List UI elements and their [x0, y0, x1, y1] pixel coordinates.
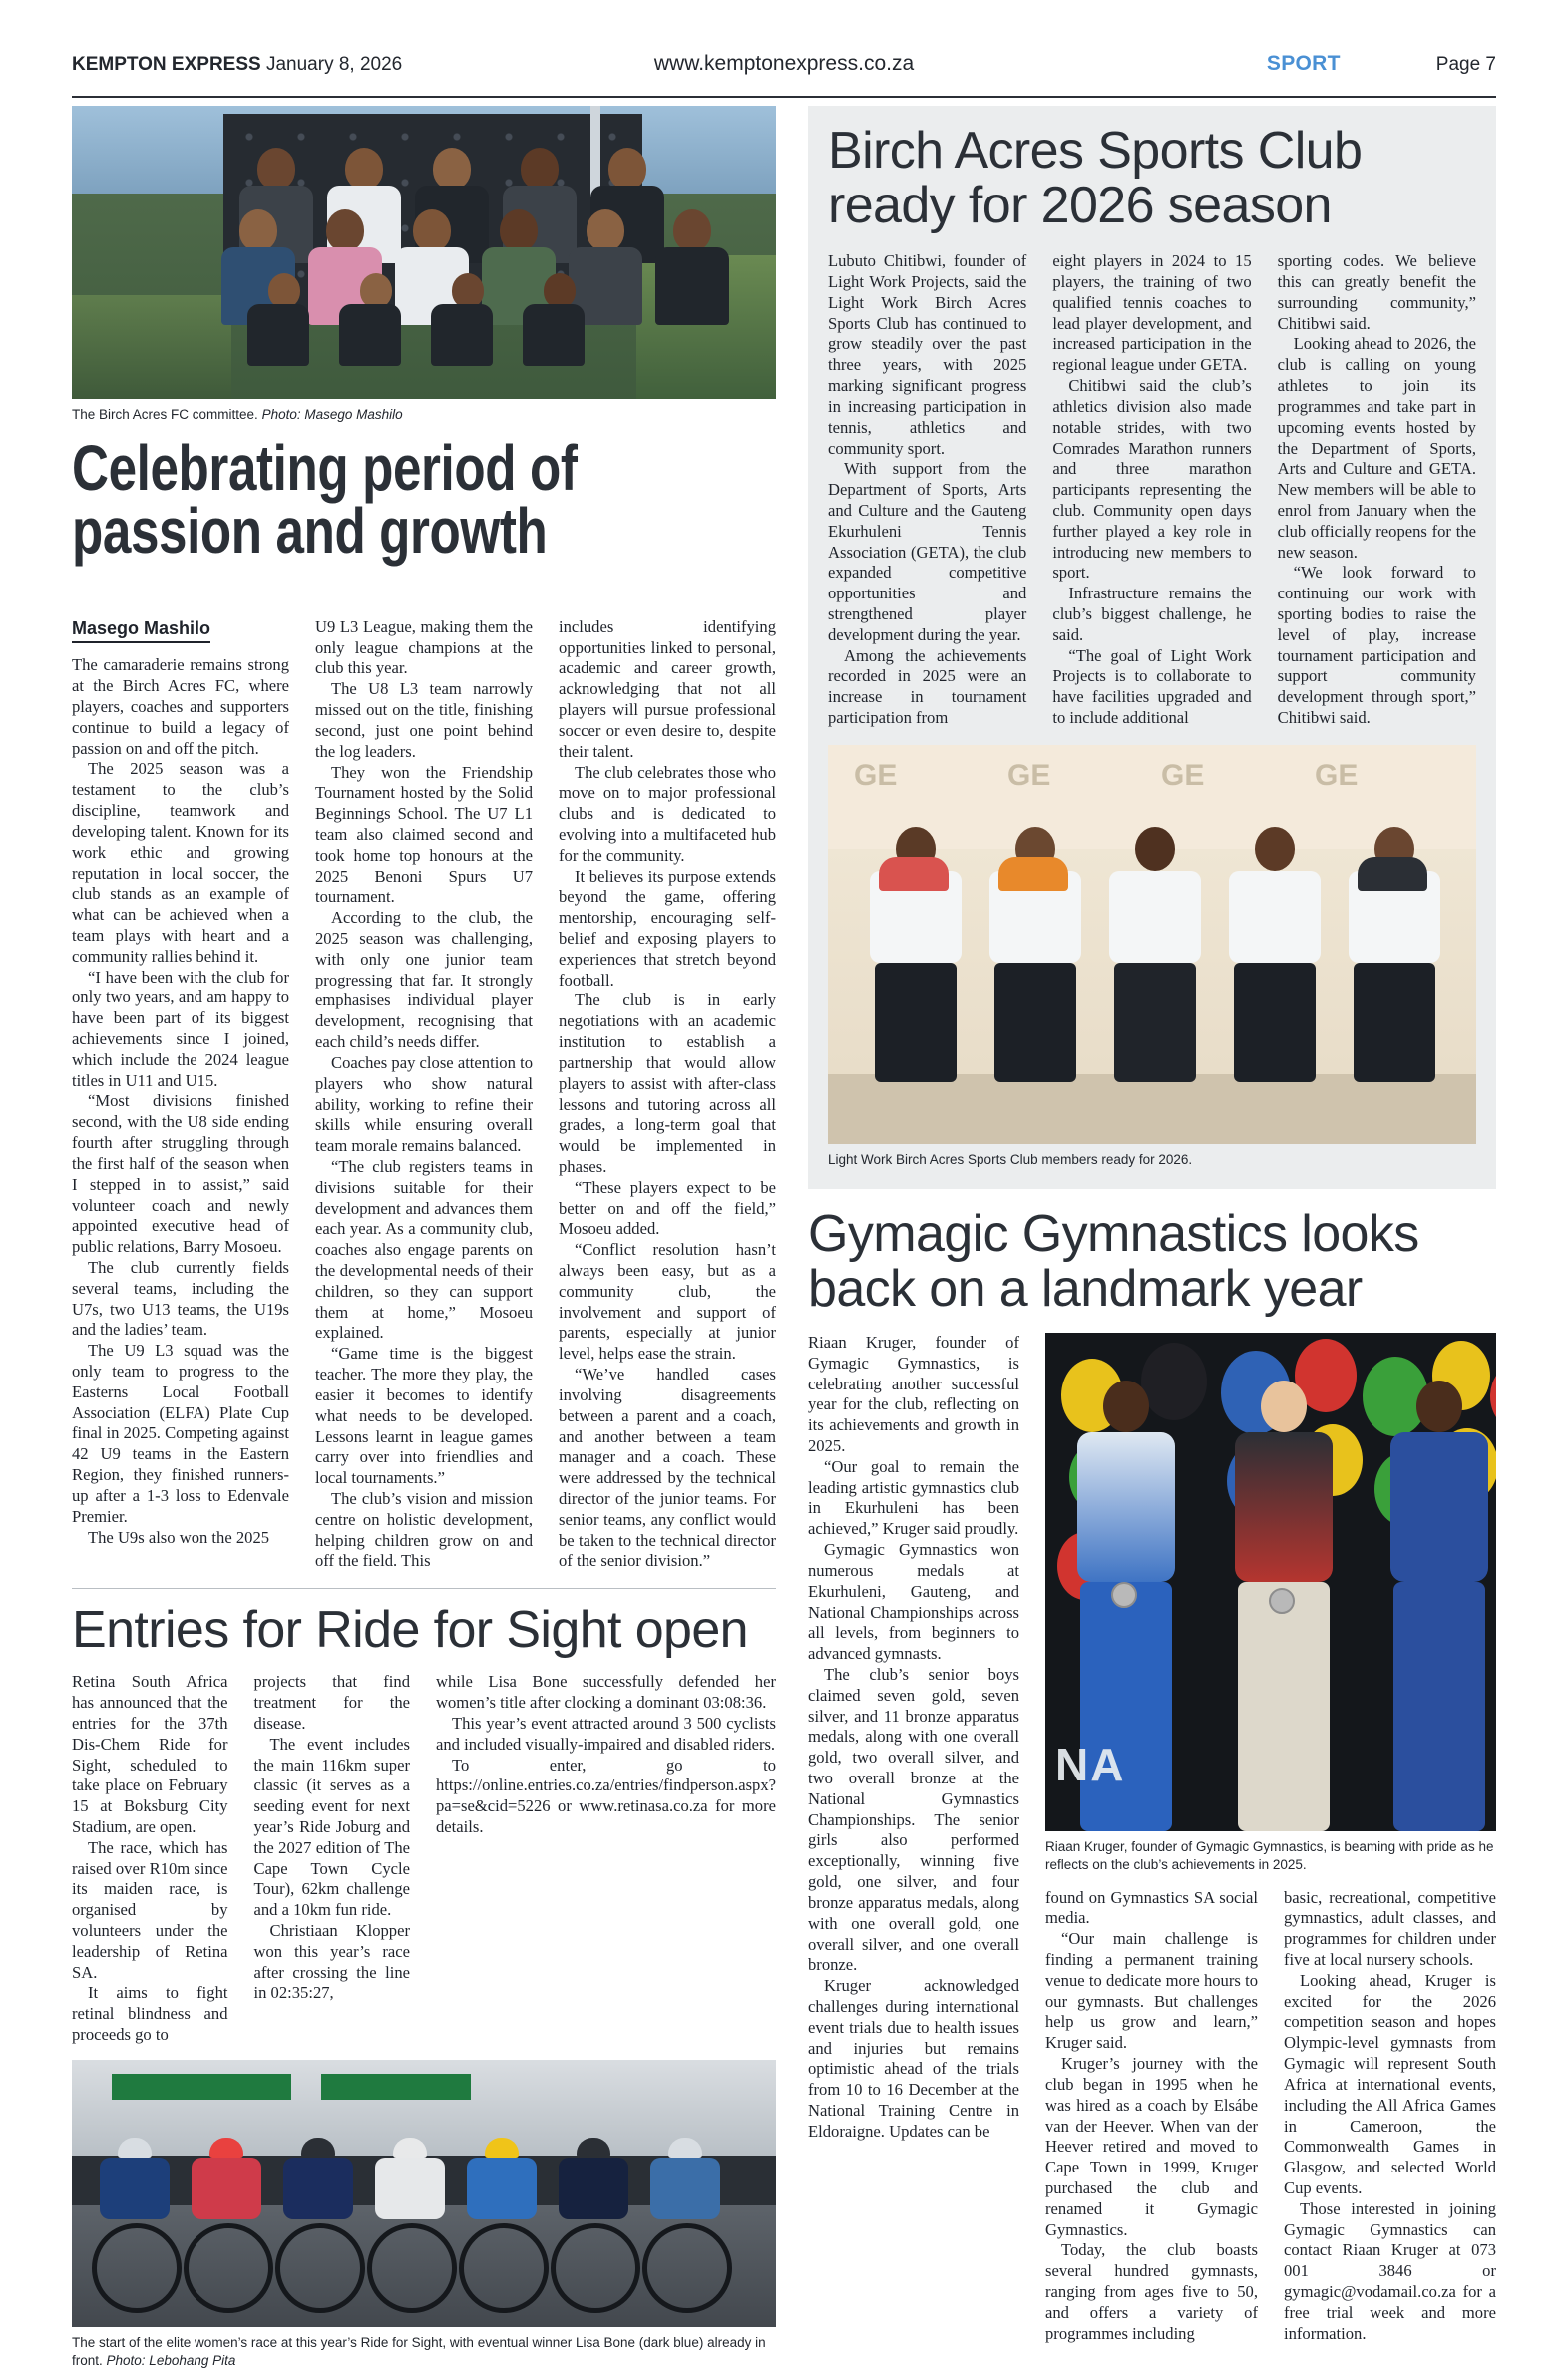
issue-date: January 8, 2026	[265, 54, 403, 75]
paragraph: The camaraderie remains strong at the Birch Acres FC, where players, coaches and supporters continue to build a legacy of passion on and off the pitch.	[72, 655, 289, 758]
paragraph: With support from the Department of Sports, Arts and Culture and the Gauteng Ekurhuleni Tennis Association (GETA), the club expanded competitive opportunities and strengthened player development during the year.	[828, 459, 1027, 644]
paragraph: The race, which has raised over R10m since its maiden race, is organised by volunteers under the leadership of Retina SA.	[72, 1837, 228, 1982]
paragraph: Looking ahead, Kruger is excited for the 2026 competition season and hopes Olympic-level gymnasts from Gymagic will represent South Africa at international events, including the All Africa Games in Cameroon, the Commonwealth Games in Glasgow, and selected World Cup events.	[1284, 1970, 1496, 2197]
paragraph: Lubuto Chitibwi, founder of Light Work Projects, said the Light Work Birch Acres Sports Club has continued to grow steadily over the past three years, with 2025 marking significant progress in increasing participation in tennis, athletics and community sport.	[828, 251, 1027, 458]
lead-photo-caption	[72, 406, 776, 424]
gymagic-headline	[808, 1204, 1496, 1318]
paragraph: includes identifying opportunities linked to personal, academic and career growth, acknowledging that not all players will pursue professional soccer or even desire to, despite their talent.	[559, 616, 776, 761]
birch-body-col-3	[1278, 251, 1476, 729]
paragraph: To enter, go to https://online.entries.co.za/entries/findperson.aspx?pa=se&cid=5226 or www.retinasa.co.za for more details.	[436, 1755, 776, 1836]
ride-body-columns	[72, 1672, 776, 2046]
paragraph: “Game time is the biggest teacher. The more they play, the easier it becomes to identify what needs to be developed. Lessons learnt in league games carry over into friendlies and local tournaments.”	[315, 1344, 533, 1488]
paragraph: “I have been with the club for only two years, and am happy to have been part of its biggest achievements since I joined, which include the 2024 league titles in U11 and U15.	[72, 967, 289, 1090]
paragraph: Infrastructure remains the club’s biggest challenge, he said.	[1052, 584, 1252, 644]
byline: Masego Mashilo	[72, 617, 210, 644]
paragraph: “The club registers teams in divisions suitable for their development and advances them each year. As a community club, coaches also engage parents on the developmental needs of their children, so they can support them at home,” Mosoeu explained.	[315, 1156, 533, 1343]
right-column-group	[808, 106, 1496, 2344]
photo-credit: Photo: Lebohang Pita	[106, 2352, 236, 2368]
paragraph: Chitibwi said the club’s athletics division also made notable strides, with two Comrades Marathon runners and three marathon participants representing the club. Community open days further played a key role in introducing new members to sport.	[1052, 376, 1252, 583]
caption-text: The Birch Acres FC committee.	[72, 407, 258, 422]
paragraph: while Lisa Bone successfully defended her women’s title after clocking a dominant 03:08:36.	[436, 1672, 776, 1713]
section-label: SPORT	[1266, 52, 1341, 75]
paragraph: The 2025 season was a testament to the club’s discipline, teamwork and developing talent. Known for its work ethic and growing reputation in local soccer, the club stands as an example of what can be achieved when a team plays with heart and a community rallies behind it.	[72, 759, 289, 966]
publication-name: KEMPTON EXPRESS	[72, 54, 261, 75]
paragraph: Riaan Kruger, founder of Gymagic Gymnastics, is celebrating another successful year for the club, reflecting on its achievements and growth in 2025.	[808, 1332, 1019, 1455]
birch-headline	[828, 124, 1476, 233]
lead-photo-birch-acres-committee	[72, 106, 776, 399]
lead-headline-line1: Celebrating period of	[72, 431, 578, 504]
paragraph: Gymagic Gymnastics won numerous medals at Ekurhuleni, Gauteng, and National Championships across all levels, from beginners to advanced gymnasts.	[808, 1540, 1019, 1664]
paragraph: U9 L3 League, making them the only league champions at the club this year.	[315, 616, 533, 678]
birch-body-columns	[828, 251, 1476, 729]
paragraph: Coaches pay close attention to players who show natural ability, working to refine their skills while ensuring overall team morale remains balanced.	[315, 1052, 533, 1156]
birch-body-col-1	[828, 251, 1026, 729]
gymagic-photo-gymnasts	[1045, 1333, 1496, 1831]
paragraph: The U9 L3 squad was the only team to progress to the Easterns Local Football Association (ELFA) Plate Cup final in 2025. Competing against 42 U9 teams in the Eastern Region, they finished runners-up after a 1-3 loss to Edenvale Premier.	[72, 1341, 289, 1526]
lead-headline-line2: passion and growth	[72, 495, 548, 568]
paragraph: “Our main challenge is finding a permanent training venue to dedicate more hours to our gymnasts. But challenges help us grow and learn,” Kruger said.	[1045, 1929, 1258, 2053]
masthead-rule	[72, 96, 1496, 98]
ride-body-col-2	[254, 1672, 411, 2046]
paragraph: The club celebrates those who move on to major professional clubs and is dedicated to evolving into a multifaceted hub for the community.	[559, 762, 776, 865]
paragraph: The U8 L3 team narrowly missed out on the title, finishing second, just one point behind the log leaders.	[315, 679, 533, 761]
paragraph: “These players expect to be better on and off the field,” Mosoeu added.	[559, 1177, 776, 1239]
caption-text: The start of the elite women’s race at this year’s Ride for Sight, with eventual winner Lisa Bone (dark blue) already in front.	[72, 2334, 766, 2368]
birch-acres-story	[808, 106, 1496, 1189]
paragraph: Kruger’s journey with the club began in 1995 when he was hired as a coach by Elsábe van der Heever. When van der Heever retired and moved to Cape Town in 1999, Kruger purchased the club and renamed it Gymagic Gymnastics.	[1045, 2054, 1258, 2239]
left-column-group	[72, 106, 776, 2370]
paragraph: Today, the club boasts several hundred gymnasts, ranging from ages five to 50, and offers a variety of programmes including	[1045, 2240, 1258, 2343]
paragraph: “Our goal to remain the leading artistic gymnastics club in Ekurhuleni has been achieved,” Kruger said proudly.	[808, 1456, 1019, 1539]
paragraph: The U9s also won the 2025	[88, 1527, 270, 1547]
birch-headline-line1: Birch Acres Sports Club	[828, 122, 1363, 180]
paragraph: “We’ve handled cases involving disagreements between a parent and a coach, and another between a team manager and a coach. These were addressed by the technical director of the junior teams. For senior teams, any conflict would be taken to the technical director of the senior division.”	[559, 1365, 776, 1571]
masthead-left	[72, 54, 402, 76]
gymagic-body-col-1	[808, 1333, 1019, 2345]
gymagic-story	[808, 1204, 1496, 2345]
lead-headline	[72, 431, 776, 568]
ride-for-sight-story	[72, 1588, 776, 2369]
paragraph: projects that find treatment for the disease.	[253, 1672, 410, 1733]
birch-photo-tennis-members: GE GE GE GE	[828, 745, 1476, 1144]
birch-photo-caption: Light Work Birch Acres Sports Club members ready for 2026.	[828, 1151, 1193, 1167]
gymagic-body-col-2	[1045, 1888, 1258, 2345]
website-url[interactable]: www.kemptonexpress.co.za	[653, 52, 915, 75]
birch-body-col-2	[1052, 251, 1251, 729]
paragraph: eight players in 2024 to 15 players, the training of two qualified tennis coaches to lead player development, and increased participation in the regional league under GETA.	[1052, 251, 1252, 375]
backdrop-logo-text: NA	[1055, 1738, 1126, 1790]
lead-body-col-1	[72, 617, 289, 1572]
paragraph: It believes its purpose extends beyond the game, offering mentorship, encouraging self-belief and exposing players to experiences that stretch beyond football.	[559, 866, 776, 989]
page-number: Page 7	[1435, 54, 1496, 75]
paragraph: “Most divisions finished second, with the U8 side ending fourth after struggling through the first half of the season when I stepped in to assist,” said volunteer coach and newly appointed executive head of public relations, Barry Mosoeu.	[72, 1091, 289, 1257]
paragraph: This year’s event attracted around 3 500 cyclists and included visually-impaired and disabled riders.	[436, 1713, 776, 1754]
paragraph: Among the achievements recorded in 2025 were an increase in tournament participation from	[828, 645, 1027, 728]
paragraph: “The goal of Light Work Projects is to collaborate to have facilities upgraded and to include additional	[1052, 645, 1252, 728]
paragraph: The club is in early negotiations with an academic institution to establish a partnership that would allow players to assist with after-class lessons and tutoring across all grades, a long-term goal that would be implemented in phases.	[559, 990, 776, 1176]
gymagic-photo-caption: Riaan Kruger, founder of Gymagic Gymnastics, is beaming with pride as he reflects on the club’s achievements in 2025.	[1045, 1838, 1494, 1872]
ride-photo-cyclists	[72, 2060, 776, 2327]
photo-credit: Photo: Masego Mashilo	[261, 407, 403, 422]
masthead-right	[1267, 52, 1496, 76]
masthead	[72, 0, 1496, 86]
paragraph: They won the Friendship Tournament hosted by the Solid Beginnings School. The U7 L1 team also claimed second and took home top honours at the 2025 Benoni Spurs U7 tournament.	[315, 762, 533, 907]
birch-headline-line2: ready for 2026 season	[828, 177, 1332, 235]
gymagic-headline-line2: back on a landmark year	[808, 1259, 1363, 1318]
gymagic-body-col-3	[1284, 1888, 1496, 2345]
paragraph: sporting codes. We believe this can greatly benefit the surrounding community,” Chitibwi said.	[1277, 251, 1476, 333]
paragraph: Looking ahead to 2026, the club is calling on young athletes to join its programmes and take part in upcoming events hosted by the Department of Sports, Arts and Culture and GETA. New members will be able to enrol from January when the club officially reopens for the new season.	[1277, 334, 1476, 562]
paragraph: Retina South Africa has announced that the entries for the 37th Dis-Chem Ride for Sight, scheduled to take place on February 15 at Boksburg City Stadium, are open.	[72, 1672, 228, 1836]
paragraph: It aims to fight retinal blindness and proceeds go to	[72, 1983, 228, 2045]
paragraph: The club currently fields several teams, including the U7s, two U13 teams, the U19s and the ladies’ team.	[72, 1257, 289, 1340]
paragraph: According to the club, the 2025 season was challenging, with only one junior team progressing that far. It strongly emphasises individual player development, recognising that each child’s needs differ.	[315, 908, 533, 1052]
ride-photo-caption	[72, 2334, 776, 2370]
paragraph: “We look forward to continuing our work with sporting bodies to raise the level of play, increase tournament participation and support community development through sport,” Chitibwi said.	[1277, 563, 1476, 728]
lead-body-col-3	[559, 617, 776, 1572]
lead-body-columns	[72, 617, 776, 1572]
gymagic-lower-columns	[1045, 1888, 1496, 2345]
paragraph: Those interested in joining Gymagic Gymnastics can contact Riaan Kruger at 073 001 3846 or gymagic@vodamail.co.za for a free trial week and more information.	[1284, 2198, 1496, 2343]
paragraph: found on Gymnastics SA social media.	[1045, 1887, 1258, 1928]
gymagic-headline-line1: Gymagic Gymnastics looks	[808, 1204, 1419, 1263]
ride-body-col-3	[436, 1672, 776, 2046]
ride-body-col-1	[72, 1672, 228, 2046]
lead-body-col-2	[315, 617, 533, 1572]
ride-headline: Entries for Ride for Sight open	[72, 1601, 748, 1660]
paragraph: Kruger acknowledged challenges during international event trials due to health issues and injuries but remains optimistic ahead of the trials from 10 to 16 December at the National Training Centre in Eldoraigne. Updates can be	[808, 1976, 1019, 2141]
paragraph: The club’s vision and mission centre on holistic development, helping children grow on and off the field. This	[315, 1488, 533, 1571]
paragraph: The event includes the main 116km super classic (it serves as a seeding event for next year’s Ride Joburg and the 2027 edition of The Cape Town Cycle Tour), 62km challenge and a 10km fun ride.	[253, 1734, 410, 1920]
paragraph: basic, recreational, competitive gymnastics, adult classes, and programmes for children under five at local nursery schools.	[1284, 1887, 1496, 1969]
paragraph: “Conflict resolution hasn’t always been easy, but as a community club, the involvement and support of parents, especially at junior level, helps ease the strain.	[559, 1240, 776, 1364]
paragraph: Christiaan Klopper won this year’s race after crossing the line in 02:35:27,	[253, 1921, 410, 2003]
paragraph: The club’s senior boys claimed seven gold, seven silver, and 11 bronze apparatus medals, along with one overall gold, two overall silver, and two overall bronze at the National Gymnastics Championships. The senior girls also performed exceptionally, winning five gold, one silver, and four bronze apparatus medals, along with one overall gold, one overall silver, and one overall bronze.	[808, 1664, 1019, 1975]
banner-logo-text: GE	[854, 758, 898, 792]
